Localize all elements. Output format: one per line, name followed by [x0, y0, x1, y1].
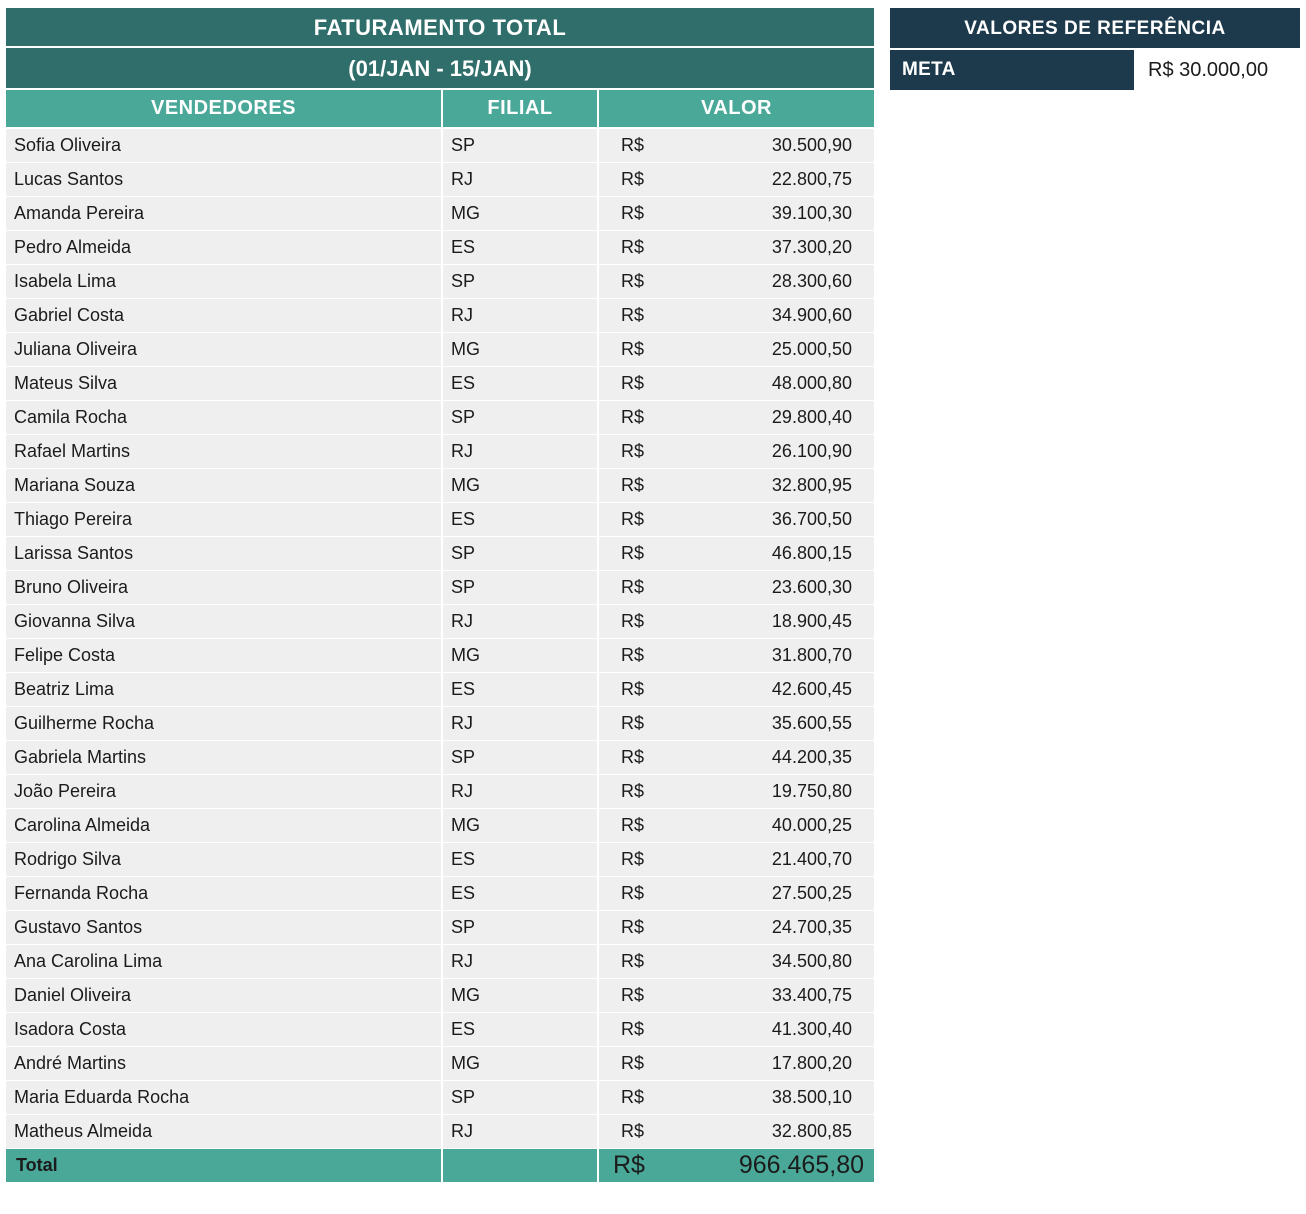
reference-meta-row — [890, 50, 1300, 90]
table-row — [6, 1114, 874, 1148]
cell-filial: RJ — [442, 1114, 598, 1148]
cell-valor — [598, 196, 874, 230]
cell-vendedor: Rafael Martins — [6, 434, 442, 468]
table-header-row — [6, 90, 874, 128]
reference-values-box — [890, 8, 1300, 90]
cell-amount: 30.500,90 — [771, 134, 852, 155]
cell-amount: 35.600,55 — [771, 712, 852, 733]
table-row — [6, 162, 874, 196]
cell-vendedor: Matheus Almeida — [6, 1114, 442, 1148]
cell-filial: SP — [442, 128, 598, 162]
table-row — [6, 298, 874, 332]
table-row — [6, 1012, 874, 1046]
cell-vendedor: Gabriela Martins — [6, 740, 442, 774]
table-row — [6, 774, 874, 808]
cell-valor — [598, 468, 874, 502]
table-row — [6, 366, 874, 400]
cell-amount: 18.900,45 — [771, 610, 852, 631]
cell-filial: ES — [442, 1012, 598, 1046]
cell-currency: R$ — [621, 848, 645, 869]
table-row — [6, 842, 874, 876]
cell-currency: R$ — [621, 508, 645, 529]
cell-currency: R$ — [621, 644, 645, 665]
cell-currency: R$ — [621, 1120, 645, 1141]
cell-vendedor: Isabela Lima — [6, 264, 442, 298]
cell-valor — [598, 944, 874, 978]
cell-valor — [598, 400, 874, 434]
table-row — [6, 502, 874, 536]
cell-valor — [598, 570, 874, 604]
cell-currency: R$ — [621, 236, 645, 257]
cell-filial: ES — [442, 672, 598, 706]
table-row — [6, 638, 874, 672]
cell-currency: R$ — [621, 1052, 645, 1073]
cell-vendedor: Daniel Oliveira — [6, 978, 442, 1012]
cell-valor — [598, 910, 874, 944]
table-row — [6, 264, 874, 298]
cell-amount: 42.600,45 — [771, 678, 852, 699]
cell-amount: 37.300,20 — [771, 236, 852, 257]
table-row — [6, 1080, 874, 1114]
cell-currency: R$ — [621, 474, 645, 495]
cell-currency: R$ — [621, 134, 645, 155]
cell-filial: SP — [442, 740, 598, 774]
cell-valor — [598, 706, 874, 740]
table-row — [6, 332, 874, 366]
cell-filial: SP — [442, 264, 598, 298]
cell-valor — [598, 672, 874, 706]
cell-vendedor: Felipe Costa — [6, 638, 442, 672]
faturamento-table — [6, 90, 874, 1183]
cell-filial: ES — [442, 502, 598, 536]
cell-filial: MG — [442, 196, 598, 230]
table-row — [6, 808, 874, 842]
cell-amount: 19.750,80 — [771, 780, 852, 801]
cell-valor — [598, 842, 874, 876]
cell-currency: R$ — [621, 610, 645, 631]
table-row — [6, 1046, 874, 1080]
cell-vendedor: Gabriel Costa — [6, 298, 442, 332]
table-row — [6, 196, 874, 230]
cell-valor — [598, 264, 874, 298]
cell-currency: R$ — [621, 304, 645, 325]
cell-vendedor: Rodrigo Silva — [6, 842, 442, 876]
cell-filial: MG — [442, 638, 598, 672]
cell-valor — [598, 774, 874, 808]
cell-vendedor: Giovanna Silva — [6, 604, 442, 638]
cell-vendedor: Pedro Almeida — [6, 230, 442, 264]
faturamento-report — [6, 8, 874, 1183]
cell-amount: 36.700,50 — [771, 508, 852, 529]
cell-filial: RJ — [442, 434, 598, 468]
cell-amount: 27.500,25 — [771, 882, 852, 903]
cell-valor — [598, 366, 874, 400]
table-row — [6, 400, 874, 434]
cell-valor — [598, 638, 874, 672]
cell-amount: 44.200,35 — [771, 746, 852, 767]
cell-currency: R$ — [621, 678, 645, 699]
cell-amount: 29.800,40 — [771, 406, 852, 427]
cell-filial: SP — [442, 1080, 598, 1114]
table-row — [6, 706, 874, 740]
cell-currency: R$ — [621, 406, 645, 427]
cell-vendedor: Larissa Santos — [6, 536, 442, 570]
cell-valor — [598, 162, 874, 196]
cell-amount: 39.100,30 — [771, 202, 852, 223]
table-row — [6, 876, 874, 910]
cell-valor — [598, 230, 874, 264]
cell-filial: MG — [442, 332, 598, 366]
cell-filial: MG — [442, 1046, 598, 1080]
cell-filial: RJ — [442, 706, 598, 740]
cell-amount: 25.000,50 — [771, 338, 852, 359]
cell-filial: RJ — [442, 162, 598, 196]
cell-currency: R$ — [621, 950, 645, 971]
cell-amount: 34.900,60 — [771, 304, 852, 325]
cell-filial: SP — [442, 570, 598, 604]
table-row — [6, 604, 874, 638]
cell-valor — [598, 1012, 874, 1046]
cell-valor — [598, 536, 874, 570]
table-row — [6, 434, 874, 468]
cell-currency: R$ — [621, 372, 645, 393]
cell-currency: R$ — [621, 1086, 645, 1107]
cell-vendedor: Bruno Oliveira — [6, 570, 442, 604]
cell-currency: R$ — [621, 882, 645, 903]
cell-filial: SP — [442, 536, 598, 570]
cell-vendedor: Thiago Pereira — [6, 502, 442, 536]
cell-valor — [598, 298, 874, 332]
cell-vendedor: Beatriz Lima — [6, 672, 442, 706]
cell-filial: RJ — [442, 944, 598, 978]
cell-amount: 40.000,25 — [771, 814, 852, 835]
cell-filial: MG — [442, 468, 598, 502]
cell-valor — [598, 1080, 874, 1114]
cell-currency: R$ — [621, 168, 645, 189]
cell-amount: 34.500,80 — [771, 950, 852, 971]
cell-currency: R$ — [621, 746, 645, 767]
cell-valor — [598, 978, 874, 1012]
cell-amount: 33.400,75 — [771, 984, 852, 1005]
cell-amount: 32.800,85 — [771, 1120, 852, 1141]
cell-filial: RJ — [442, 604, 598, 638]
cell-filial: ES — [442, 842, 598, 876]
cell-currency: R$ — [621, 202, 645, 223]
meta-value: R$ 30.000,00 — [1134, 50, 1300, 90]
cell-currency: R$ — [621, 780, 645, 801]
cell-valor — [598, 434, 874, 468]
cell-vendedor: Mateus Silva — [6, 366, 442, 400]
cell-valor — [598, 332, 874, 366]
cell-amount: 48.000,80 — [771, 372, 852, 393]
cell-amount: 24.700,35 — [771, 916, 852, 937]
cell-vendedor: Sofia Oliveira — [6, 128, 442, 162]
cell-amount: 28.300,60 — [771, 270, 852, 291]
cell-filial: SP — [442, 400, 598, 434]
cell-vendedor: Isadora Costa — [6, 1012, 442, 1046]
cell-vendedor: Juliana Oliveira — [6, 332, 442, 366]
cell-vendedor: Carolina Almeida — [6, 808, 442, 842]
cell-currency: R$ — [621, 440, 645, 461]
total-amount: 966.465,80 — [738, 1150, 864, 1179]
cell-amount: 32.800,95 — [771, 474, 852, 495]
cell-filial: RJ — [442, 774, 598, 808]
cell-valor — [598, 604, 874, 638]
cell-currency: R$ — [621, 1018, 645, 1039]
column-header-valor: VALOR — [598, 90, 874, 128]
cell-valor — [598, 128, 874, 162]
cell-amount: 23.600,30 — [771, 576, 852, 597]
table-row — [6, 672, 874, 706]
cell-amount: 17.800,20 — [771, 1052, 852, 1073]
cell-amount: 26.100,90 — [771, 440, 852, 461]
cell-valor — [598, 1114, 874, 1148]
cell-filial: ES — [442, 366, 598, 400]
cell-currency: R$ — [621, 814, 645, 835]
cell-valor — [598, 876, 874, 910]
cell-vendedor: Amanda Pereira — [6, 196, 442, 230]
table-row — [6, 230, 874, 264]
cell-filial: ES — [442, 230, 598, 264]
table-row — [6, 910, 874, 944]
cell-vendedor: Camila Rocha — [6, 400, 442, 434]
cell-filial: ES — [442, 876, 598, 910]
cell-currency: R$ — [621, 916, 645, 937]
cell-vendedor: Mariana Souza — [6, 468, 442, 502]
cell-currency: R$ — [621, 270, 645, 291]
table-row — [6, 978, 874, 1012]
cell-vendedor: André Martins — [6, 1046, 442, 1080]
column-header-filial: FILIAL — [442, 90, 598, 128]
meta-label: META — [890, 50, 1134, 90]
cell-vendedor: Ana Carolina Lima — [6, 944, 442, 978]
cell-filial: SP — [442, 910, 598, 944]
cell-vendedor: Gustavo Santos — [6, 910, 442, 944]
report-title: FATURAMENTO TOTAL — [6, 8, 874, 48]
cell-valor — [598, 740, 874, 774]
reference-title: VALORES DE REFERÊNCIA — [890, 8, 1300, 50]
report-period: (01/JAN - 15/JAN) — [6, 48, 874, 90]
cell-vendedor: Lucas Santos — [6, 162, 442, 196]
total-blank-cell — [442, 1148, 598, 1182]
table-total-row — [6, 1148, 874, 1182]
cell-filial: MG — [442, 978, 598, 1012]
table-body — [6, 128, 874, 1148]
cell-amount: 46.800,15 — [771, 542, 852, 563]
cell-amount: 21.400,70 — [771, 848, 852, 869]
table-row — [6, 570, 874, 604]
cell-vendedor: Fernanda Rocha — [6, 876, 442, 910]
cell-filial: MG — [442, 808, 598, 842]
cell-currency: R$ — [621, 542, 645, 563]
cell-vendedor: Guilherme Rocha — [6, 706, 442, 740]
cell-valor — [598, 502, 874, 536]
cell-currency: R$ — [621, 712, 645, 733]
cell-vendedor: João Pereira — [6, 774, 442, 808]
cell-amount: 38.500,10 — [771, 1086, 852, 1107]
cell-filial: RJ — [442, 298, 598, 332]
table-row — [6, 128, 874, 162]
cell-valor — [598, 808, 874, 842]
cell-currency: R$ — [621, 338, 645, 359]
cell-amount: 31.800,70 — [771, 644, 852, 665]
cell-amount: 22.800,75 — [771, 168, 852, 189]
column-header-vendedores: VENDEDORES — [6, 90, 442, 128]
total-currency: R$ — [613, 1150, 645, 1179]
total-value-cell — [598, 1148, 874, 1182]
table-row — [6, 536, 874, 570]
table-row — [6, 944, 874, 978]
table-row — [6, 740, 874, 774]
cell-amount: 41.300,40 — [771, 1018, 852, 1039]
cell-valor — [598, 1046, 874, 1080]
table-row — [6, 468, 874, 502]
cell-currency: R$ — [621, 984, 645, 1005]
cell-vendedor: Maria Eduarda Rocha — [6, 1080, 442, 1114]
cell-currency: R$ — [621, 576, 645, 597]
total-label: Total — [6, 1148, 442, 1182]
